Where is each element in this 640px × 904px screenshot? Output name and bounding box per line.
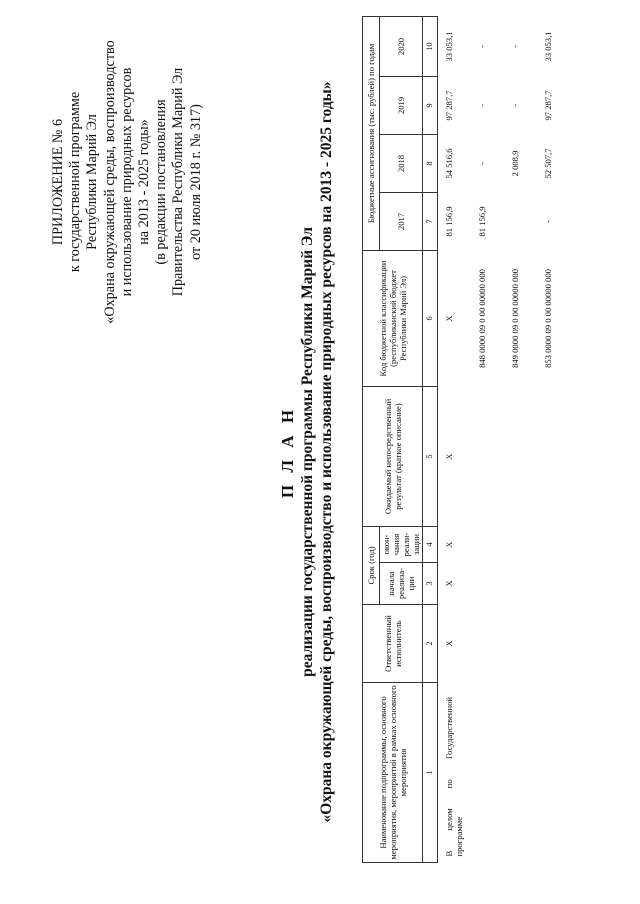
column-number: 8 <box>423 134 438 192</box>
row-code: 848 0000 09 0 00 00000 000 <box>477 269 487 368</box>
row-value-2020: - <box>510 45 520 48</box>
header-name: Наименование подпрограммы, основного мероприятия, мероприятий в рамках основного мероприятия <box>363 683 423 863</box>
row-code: 853 0000 09 0 00 00000 000 <box>543 269 553 368</box>
row-value-2020: 33 053,1 <box>444 31 454 62</box>
row-end <box>537 526 570 562</box>
appendix-header <box>50 32 205 332</box>
row-value-2018: - <box>477 162 487 165</box>
column-number: 5 <box>423 386 438 526</box>
column-number: 2 <box>423 605 438 683</box>
row-value-2018: 54 516,6 <box>444 148 454 179</box>
appendix-line: на 2013 - 2025 годы» <box>136 119 153 245</box>
row-value-2017: 81 156,9 <box>444 206 454 237</box>
table-row <box>438 16 472 862</box>
appendix-line: Правительства Республики Марий Эл <box>170 67 187 297</box>
header-term-start: начала реализа-ции <box>380 563 423 605</box>
row-end <box>471 526 504 562</box>
row-result <box>471 386 504 526</box>
plan-heading: П Л А Н <box>278 405 297 499</box>
header-budget: Бюджетные ассигнования (тыс. рублей) по годам <box>363 16 380 250</box>
row-name <box>537 683 570 863</box>
appendix-line: (в редакции постановления <box>153 99 170 265</box>
column-number: 7 <box>423 192 438 250</box>
row-value-2019: - <box>510 104 520 107</box>
header-code: Код бюджетной классификации (республиканский бюджет Республики Марий Эл) <box>363 250 423 386</box>
header-year: 2018 <box>380 134 423 192</box>
header-year: 2019 <box>380 76 423 134</box>
table-row <box>504 16 537 862</box>
row-executor: Х <box>444 640 454 647</box>
row-value-2017 <box>504 192 537 250</box>
header-executor: Ответственный исполнитель <box>363 605 423 683</box>
row-name <box>504 683 537 863</box>
row-name: В целом по Государственной программе <box>444 697 464 857</box>
row-value-2018: 2 008,9 <box>510 150 520 177</box>
table-row <box>471 16 504 862</box>
column-number: 1 <box>423 683 438 863</box>
row-executor <box>537 605 570 683</box>
column-number: 10 <box>423 16 438 76</box>
row-start: Х <box>444 580 454 587</box>
row-start <box>471 563 504 605</box>
appendix-line: «Охрана окружающей среды, воспроизводство <box>101 40 118 324</box>
appendix-line: Республики Марий Эл <box>84 114 101 250</box>
plan-subtitle: реализации государственной программы Республики Марий Эл <box>299 227 316 677</box>
row-start <box>504 563 537 605</box>
row-value-2018: 52 507,7 <box>543 148 553 179</box>
row-result: Х <box>444 453 454 460</box>
appendix-line: ПРИЛОЖЕНИЕ № 6 <box>50 118 66 246</box>
row-value-2017: 81 156,9 <box>477 206 487 237</box>
row-result <box>504 386 537 526</box>
row-executor <box>504 605 537 683</box>
row-value-2020: - <box>477 45 487 48</box>
row-code: Х <box>444 315 454 322</box>
program-name: «Охрана окружающей среды, воспроизводство и использование природных ресурсов на 2013 - 2025 годы» <box>318 81 335 823</box>
column-number: 6 <box>423 250 438 386</box>
column-number: 3 <box>423 563 438 605</box>
row-value-2017: - <box>543 220 553 223</box>
row-end: Х <box>444 541 454 548</box>
row-executor <box>471 605 504 683</box>
row-end <box>504 526 537 562</box>
row-value-2019: 97 287,7 <box>444 90 454 121</box>
header-term-end: окон-чания реали-зации <box>380 526 423 562</box>
header-term: Срок (год) <box>363 526 380 604</box>
row-value-2020: 33 053,1 <box>543 31 553 62</box>
column-number: 4 <box>423 526 438 562</box>
header-year: 2020 <box>380 16 423 76</box>
appendix-line: от 20 июля 2018 г. № 317) <box>187 104 204 260</box>
column-number: 9 <box>423 76 438 134</box>
header-result: Ожидаемый непосредственный результат (краткое описание) <box>363 386 423 526</box>
header-year: 2017 <box>380 192 423 250</box>
document-title <box>278 0 336 904</box>
row-code: 849 0000 09 0 00 00000 000 <box>510 269 520 368</box>
row-value-2019: - <box>477 104 487 107</box>
row-start <box>537 563 570 605</box>
row-value-2019: 97 287,7 <box>543 90 553 121</box>
table-row <box>537 16 570 862</box>
row-result <box>537 386 570 526</box>
appendix-line: к государственной программе <box>67 91 84 273</box>
plan-table <box>362 16 570 863</box>
row-name <box>471 683 504 863</box>
appendix-line: и использование природных ресурсов <box>118 67 135 297</box>
